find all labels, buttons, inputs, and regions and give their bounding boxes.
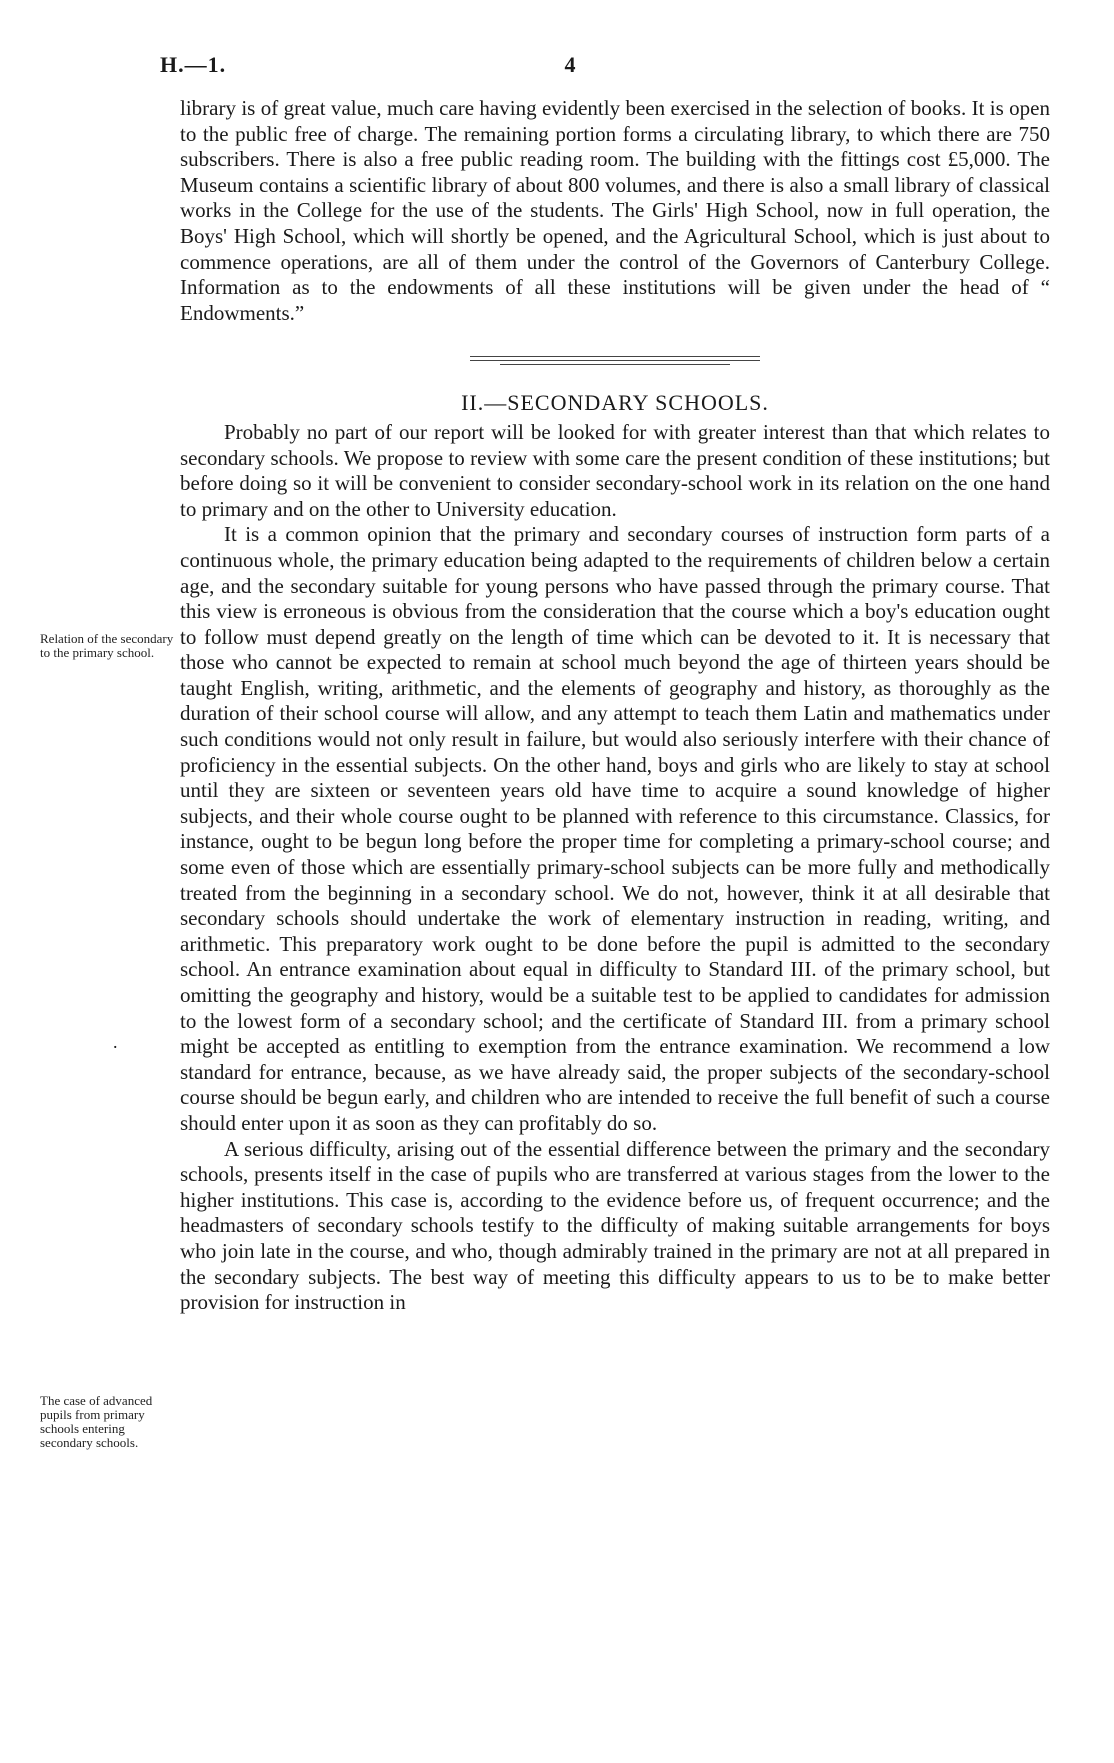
section-paragraph-3: A serious difficulty, arising out of the essential difference between the primary and the secondary schools, presents itself in the case of pupils who are transferred at various stages from the lower to the higher institutions. This case is, according to the evidence before us, of frequent occurrence; and the headmasters of secondary schools testify to the difficulty of making suitable arrangements for boys who join late in the course, and who, though admirably trained in the primary are not at all prepared in the secondary subjects. The best way of meeting this difficulty appears to us to be to make better provision for instruction in	[180, 1136, 1050, 1315]
divider-line	[470, 360, 760, 361]
divider-line	[500, 364, 730, 365]
stray-mark: .	[113, 1032, 118, 1052]
divider-line	[470, 356, 760, 357]
section-paragraph-2: It is a common opinion that the primary and secondary courses of instruction form parts of a continuous whole, the primary education being adapted to the requirements of children below a certain age, and the secondary suitable for young persons who have passed through the primary course. That this view is erroneous is obvious from the consideration that the course which a boy's education ought to follow must depend greatly on the length of time which can be devoted to it. It is necessary that those who cannot be expected to remain at school much beyond the age of thirteen years should be taught English, writing, arithmetic, and the elements of geography and history, as thoroughly as the duration of their school course will allow, and any attempt to teach them Latin and mathematics under such conditions would not only result in failure, but would also seriously interfere with their chance of proficiency in the essential subjects. On the other hand, boys and girls who are likely to stay at school until they are sixteen or seventeen years old have time to acquire a sound knowledge of higher subjects, and their whole course ought to be planned with reference to this circumstance. Classics, for instance, ought to be begun long before the proper time for completing a primary-school course; and some even of those which are essentially primary-school subjects can be more fully and methodically treated from the beginning in a secondary school. We do not, however, think it at all desirable that secondary schools should undertake the work of elementary instruction in reading, writing, and arithmetic. This preparatory work ought to be done before the pupil is admitted to the secondary school. An entrance examination about equal in difficulty to Standard III. of the primary school, but omitting the geography and history, would be a suitable test to be applied to candidates for admission to the lowest form of a secondary school; and the certificate of Standard III. from a primary school might be accepted as entitling to exemption from the entrance examination. We recommend a low standard for entrance, because, as we have already said, the proper subjects of the secondary-school course should be begun early, and children who are intended to receive the full benefit of such a course should enter upon it as soon as they can profitably do so.	[180, 522, 1050, 1135]
document-reference: H.—1.	[160, 52, 227, 77]
section-paragraph-1: Probably no part of our report will be looked for with greater interest than that which relates to secondary schools. We propose to review with some care the present condition of these institutions; but before doing so it will be convenient to consider secondary-school work in its relation on the one hand to primary and on the other to University education.	[180, 419, 1050, 521]
section-heading: II.—SECONDARY SCHOOLS.	[461, 390, 769, 416]
intro-paragraph: library is of great value, much care having evidently been exercised in the selection of books. It is open to the public free of charge. The remaining portion forms a circulating library, to which there are 750 subscribers. There is also a free public reading room. The building with the fittings cost £5,000. The Museum contains a scientific library of about 800 volumes, and there is also a small library of classical works in the College for the use of the students. The Girls' High School, now in full operation, the Boys' High School, which will shortly be opened, and the Agricultural School, which is just about to commence operations, are all of them under the control of the Governors of Canterbury College. Information as to the endowments of all these institutions will be given under the head of “ Endowments.”	[180, 96, 1050, 325]
marginal-note-advanced-pupils: The case of advanced pupils from primary schools entering secondary schools.	[40, 1393, 153, 1450]
page-number: 4	[564, 52, 576, 77]
section-divider	[180, 326, 1050, 390]
marginal-note-relation: Relation of the secondary to the primary school.	[40, 631, 174, 660]
page-body	[180, 96, 1050, 1316]
page-header	[160, 52, 980, 88]
